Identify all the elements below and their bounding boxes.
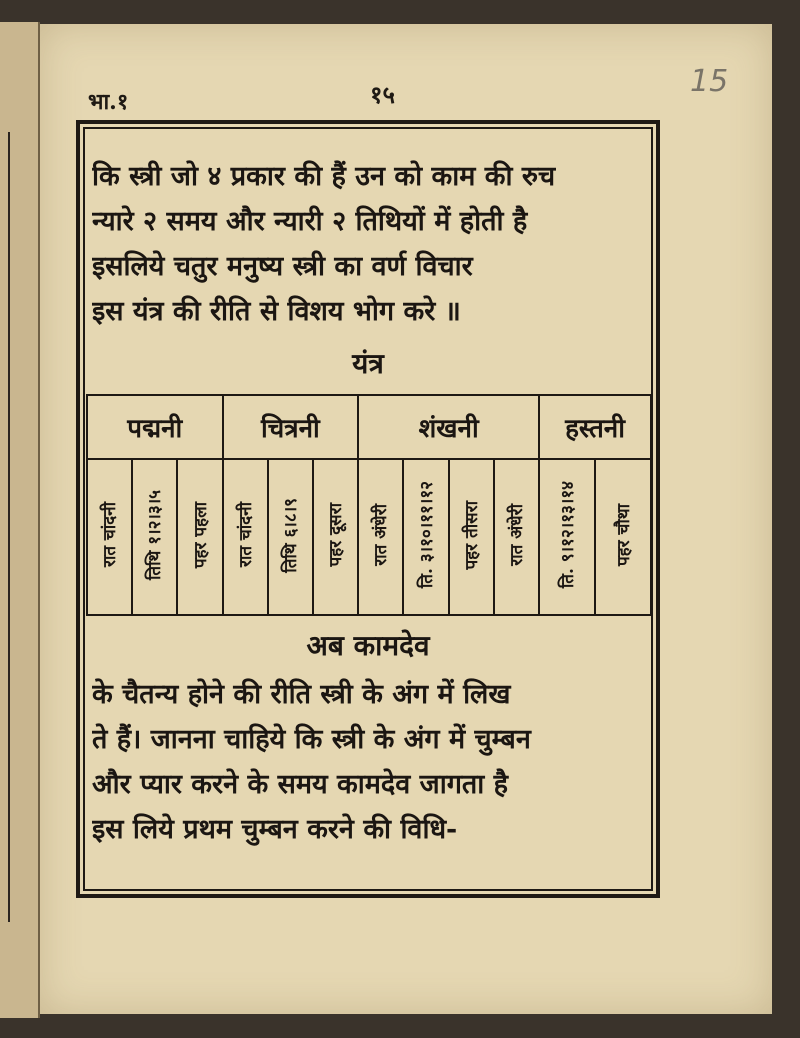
- table-cell: [87, 459, 132, 615]
- table-header-row: [87, 395, 651, 459]
- facing-page-border: [0, 132, 10, 922]
- column-header: शंखनी: [358, 395, 539, 459]
- cell-text: पहर दूसरा: [326, 503, 347, 567]
- cell-text: ति. ९।१२।१३।१४: [557, 481, 578, 589]
- book-page: [40, 24, 772, 1014]
- cell-text: तिथि १।२।३।५: [145, 489, 166, 580]
- text-line: ते हैं। जानना चाहिये कि स्त्री के अंग में चुम्बन: [92, 724, 531, 755]
- cell-text: रात अंधेरी: [371, 503, 392, 566]
- text-line: इस यंत्र की रीति से विशय भोग करे ॥: [92, 296, 461, 327]
- table-cell: [223, 459, 268, 615]
- yantra-title: यंत्र: [352, 347, 384, 380]
- cell-text: पहर चौथा: [613, 503, 634, 566]
- paragraph-2: [92, 672, 644, 852]
- text-line: के चैतन्य होने की रीति स्त्री के अंग में लिख: [92, 679, 511, 710]
- table-cell: [403, 459, 448, 615]
- facing-page-edge: [0, 22, 40, 1018]
- page-number: १५: [370, 80, 395, 109]
- section-title: अब कामदेव: [306, 629, 430, 662]
- cell-text: पहर तीसरा: [461, 500, 482, 570]
- text-line: इसलिये चतुर मनुष्य स्त्री का वर्ण विचार: [92, 251, 473, 282]
- text-frame: [76, 120, 660, 898]
- cell-text: ति. ३।१०।११।१२: [416, 481, 437, 589]
- table-cell: [539, 459, 595, 615]
- table-cell: [177, 459, 222, 615]
- table-cell: [358, 459, 403, 615]
- table-cell: [494, 459, 539, 615]
- text-line: न्यारे २ समय और न्यारी २ तिथियों में होती है: [92, 206, 528, 237]
- cell-text: रात चांदनी: [235, 502, 256, 568]
- table-cell: [268, 459, 313, 615]
- folio-number: 15: [690, 64, 729, 99]
- cell-text: पहर पहला: [190, 501, 211, 568]
- column-header: पद्मनी: [87, 395, 223, 459]
- table-cell: [595, 459, 651, 615]
- cell-text: रात चांदनी: [100, 502, 121, 568]
- cell-text: रात अंधेरी: [506, 503, 527, 566]
- table-row: [87, 459, 651, 615]
- text-line: कि स्त्री जो ४ प्रकार की हैं उन को काम की रुच: [92, 161, 556, 192]
- paragraph-1: [92, 154, 644, 334]
- column-header: चित्रनी: [223, 395, 359, 459]
- yantra-table: [86, 394, 652, 616]
- cell-text: तिथि ६।८।९: [280, 497, 301, 573]
- table-cell: [313, 459, 358, 615]
- table-cell: [132, 459, 177, 615]
- column-header: हस्तनी: [539, 395, 651, 459]
- table-cell: [449, 459, 494, 615]
- running-header: भा.१: [88, 89, 129, 115]
- text-line: इस लिये प्रथम चुम्बन करने की विधि-: [92, 814, 458, 845]
- text-line: और प्यार करने के समय कामदेव जागता है: [92, 769, 509, 800]
